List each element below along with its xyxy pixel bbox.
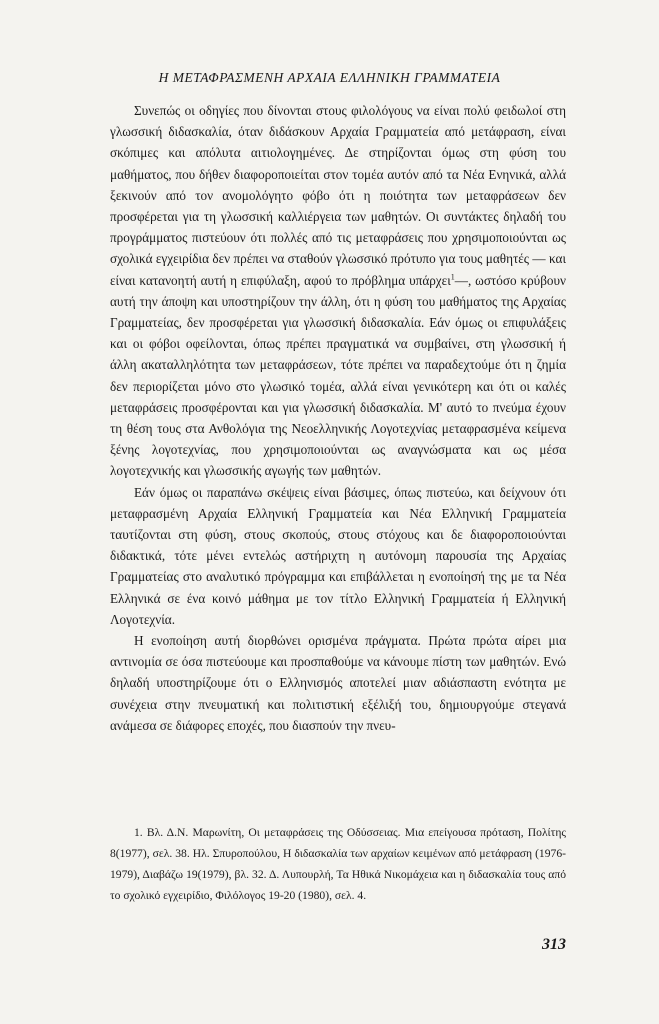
paragraph: Εάν όμως οι παραπάνω σκέψεις είναι βάσιμες, όπως πιστεύω, και δείχνουν ότι μεταφρασμένη Αρχαία Ελληνική Γραμματεία και Νέα Ελληνική Γραμματεία ταυτίζονται στη φύση, στους σκοπούς, στους στόχους και δε διαφοροποιούνται διδακτικά, τότε μένει εντελώς αστήριχτη η αυτόνομη παρουσία της Αρχαίας Γραμματείας στο αναλυτικό πρόγραμμα και επιβάλλεται η ενοποίησή της με τα Νέα Ελληνικά σε ένα κοινό μάθημα με τον τίτλο Ελληνική Γραμματεία ή Ελληνική Λογοτεχνία. <box>110 484 566 627</box>
paragraph: Η ενοποίηση αυτή διορθώνει ορισμένα πράγματα. Πρώτα πρώτα αίρει μια αντινομία σε όσα πιστεύουμε και προσπαθούμε να κάνουμε πίστη των μαθητών. Ενώ δηλαδή υποστηρίζουμε ότι ο Ελληνισμός αποτελεί μιαν αδιάσπαστη ενότητα με συνέχεια στην πνευματική και πολιτιστική εξέλιξή του, δημιουργούμε στεγανά ανάμεσα σε διάφορες εποχές, που διασπούν την πνευ- <box>110 633 566 733</box>
page-number: 313 <box>542 936 566 953</box>
paragraph-text: —, ωστόσο κρύβουν αυτή την άποψη και υποστηρίζουν την άλλη, ότι η φύση του μαθήματος της Αρχαίας Γραμματείας, δεν προσφέρεται για γλωσσική διδασκαλία. Εάν όμως οι επιφυλάξεις και οι φόβοι οφείλονται, όπως πρέπει πραγματικά να συμβαίνει, στη γλωσσική ή άλλη ακαταλληλότητα των μεταφράσεων, τότε πρέπει να παραδεχτούμε ότι η ζημία δεν περιορίζεται μόνο στο γλωσικό τομέα, αλλά είναι γενικότερη και ότι οι καλές μεταφράσεις προσφέρονται και για γλωσσική διδασκαλία. Μ' αυτό το πνεύμα έχουν τη θέση τους στα Ανθολόγια της Νεοελληνικής Λογοτεχνίας μεταφρασμένα κείμενα ξένης λογοτεχνίας, που χρησιμοποιούνται ως αναγνώσματα και ως μέσα λογοτεχνικής και γλωσσικής αγωγής των μαθητών. <box>110 272 566 479</box>
footnote-reference: 1 <box>450 272 455 282</box>
paragraph-text: Συνεπώς οι οδηγίες που δίνονται στους φιλολόγους να είναι πολύ φειδωλοί στη γλωσσική διδασκαλία, όταν διδάσκουν Αρχαία Γραμματεία από μετάφραση, είναι σκόπιμες και απόλυτα αιτιολογημένες. Δε στηρίζονται όμως στη φύση του μαθήματος, που δήθεν διαφοροποιείται στον τομέα αυτόν από τα Νέα Ενηνικά, αλλά ξεκινούν από τον ανομολόγητο φόβο ότι η ποιότητα των μεταφράσεων δεν προσφέρεται για τη γλωσσική καλλιέργεια των μαθητών. Οι συντάκτες δηλαδή του προγράμματος πιστεύουν ότι πολλές από τις μεταφράσεις που χρησιμοποιούνται ως σχολικά εγχειρίδια δεν πρέπει να σταθούν γλωσσικό πρότυπο για τους μαθητές — και είναι κατανοητή αυτή η επιφύλαξη, αφού το πρόβλημα υπάρχει <box>110 103 566 288</box>
footnote: 1. Βλ. Δ.Ν. Μαρωνίτη, Οι μεταφράσεις της Οδύσσειας. Μια επείγουσα πρόταση, Πολίτης 8(1977), σελ. 38. Ηλ. Σπυροπούλου, Η διδασκαλία των αρχαίων κειμένων από μετάφραση (1976-1979), Διαβάζω 19(1979), βλ. 32. Δ. Λυπουρλή, Τα Ηθικά Νικομάχεια και η διδασκαλία τους από το σχολικό εγχειρίδιο, Φιλόλογος 19-20 (1980), σελ. 4. <box>110 826 566 902</box>
paragraph <box>110 100 566 482</box>
main-text <box>110 100 566 736</box>
running-title: Η ΜΕΤΑΦΡΑΣΜΕΝΗ ΑΡΧΑΙΑ ΕΛΛΗΝΙΚΗ ΓΡΑΜΜΑΤΕΙΑ <box>158 70 501 85</box>
footnotes <box>110 822 566 906</box>
